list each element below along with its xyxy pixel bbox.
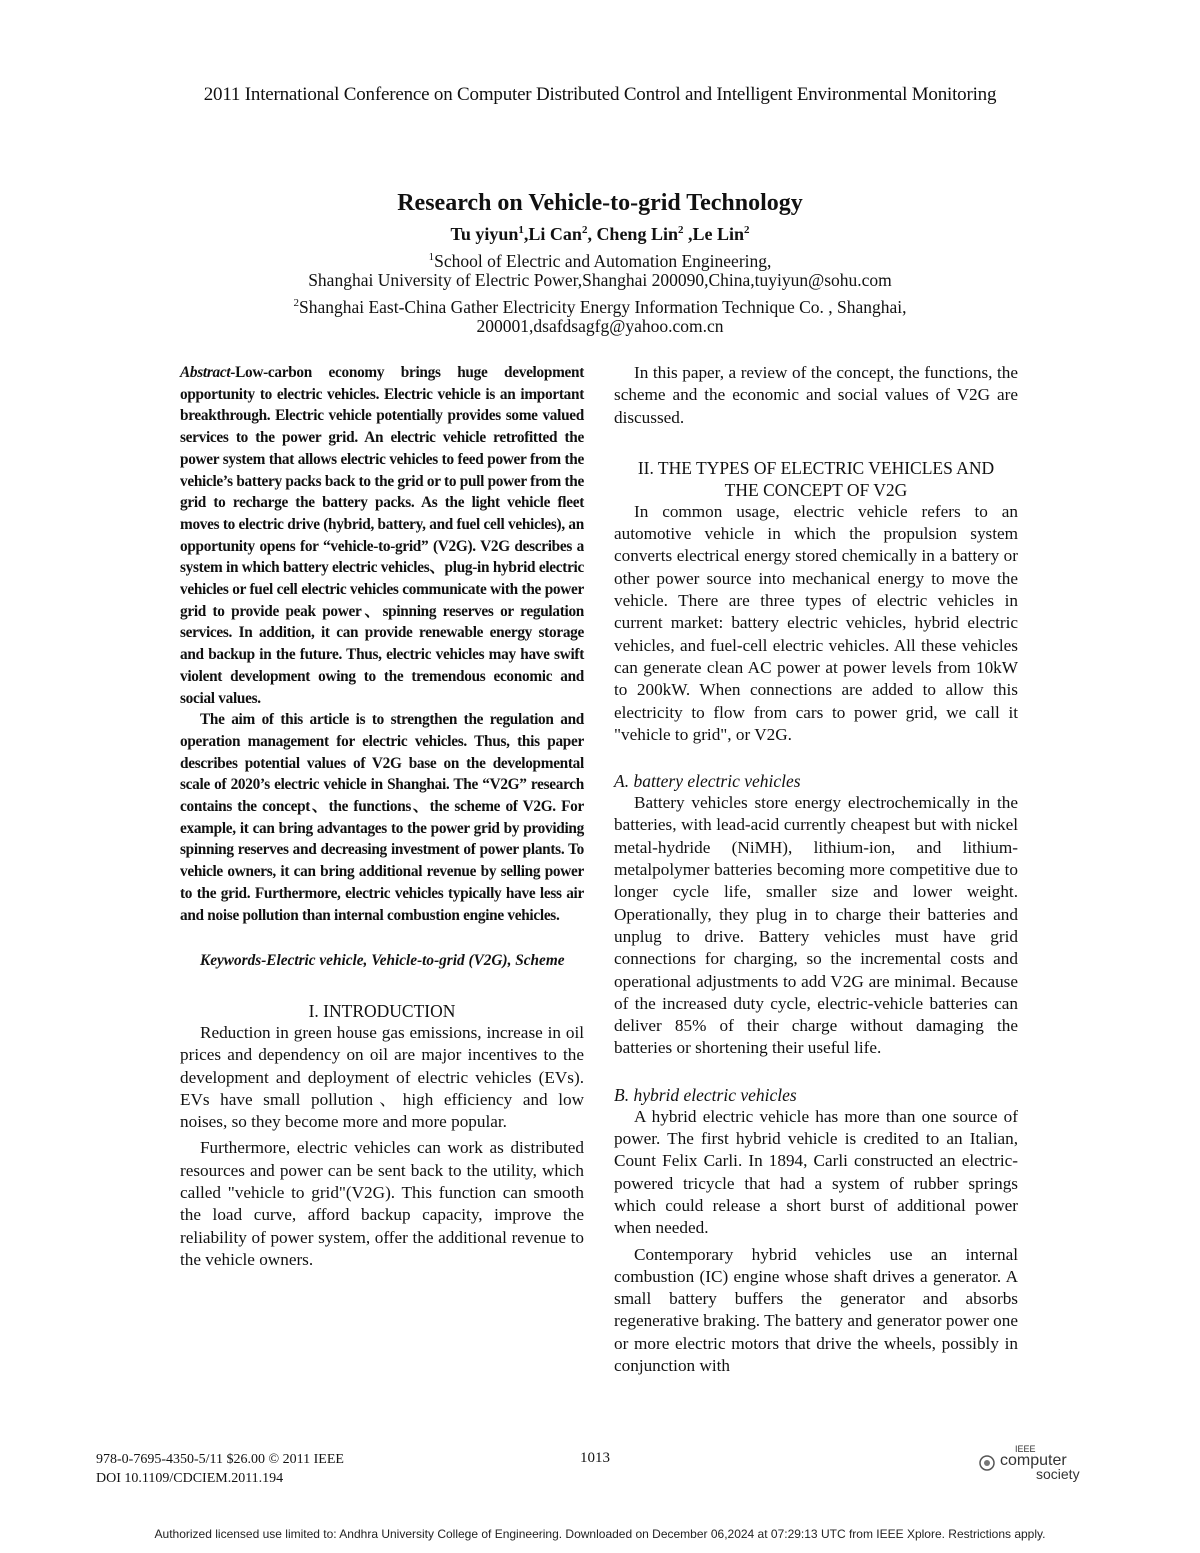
author-sup: 2: [581, 224, 588, 236]
body-paragraph: A hybrid electric vehicle has more than one source of power. The first hybrid vehicle is credited to an Italian, Count Felix Carli. In 1894, Carli constructed an electric-powered tricycle that had a system of rubber springs which could release a short burst of additional power when needed.: [614, 1106, 1018, 1238]
abstract-paragraph: [180, 362, 584, 709]
abstract: [180, 362, 584, 926]
license-notice: Authorized licensed use limited to: Andhra University College of Engineering. Downloaded on December 06,2024 at 07:29:13 UTC from IEEE Xplore. Restrictions apply.: [154, 1527, 1046, 1541]
author-name: Tu yiyun: [450, 224, 519, 244]
body-paragraph: Reduction in green house gas emissions, increase in oil prices and dependency on oil are major incentives to the development and deployment of electric vehicles (EVs). EVs have small pollution、high efficiency and low noises, so they become more and more popular.: [180, 1022, 584, 1132]
conference-header: 2011 International Conference on Computer Distributed Control and Intelligent Environmental Monitoring: [203, 84, 997, 105]
affiliation-sup: 2: [293, 297, 299, 309]
footer-identifiers: [96, 1450, 344, 1488]
computer-society-logo-icon: [978, 1454, 996, 1472]
body-paragraph: In common usage, electric vehicle refers to an automotive vehicle in which the propulsion system converts electrical energy stored chemically in a battery or other power source into mechanical energy to move the vehicle. There are three types of electric vehicles in current market: battery electric vehicles, hybrid electric vehicles, and fuel-cell electric vehicles. All these vehicles can generate clean AC power at power levels from 10kW to 200kW. When connections are added to allow this electricity to flow from cars to power grid, we call it "vehicle to grid", or V2G.: [614, 501, 1018, 744]
right-column: [614, 362, 1018, 1377]
author-name: , Cheng Lin: [587, 224, 678, 244]
abstract-text: -Low-carbon economy brings huge development opportunity to electric vehicles. Electric vehicle is an important breakthrough. Electric vehicle potentially provides some valued services to the power grid. An electric vehicle retrofitted the power system that allows electric vehicles to feed power from the vehicle’s battery packs back to the grid or to pull power from the grid to recharge the battery packs. As the light vehicle fleet moves to electric drive (hybrid, battery, and fuel cell vehicles), an opportunity opens for “vehicle-to-grid” (V2G). V2G describes a system in which battery electric vehicles、plug-in hybrid electric vehicles or fuel cell electric vehicles communicate with the power grid to provide peak power、spinning reserves or regulation services. In addition, it can provide renewable energy storage and backup in the future. Thus, electric vehicles may have swift violent development owing to the tremendous economic and social values.: [180, 364, 584, 707]
author-name: ,Li Can: [523, 224, 582, 244]
left-column: [180, 362, 584, 1271]
page-number: 1013: [580, 1450, 610, 1466]
affiliation-text: School of Electric and Automation Engineering,: [434, 250, 772, 271]
affiliation-line: 200001,dsafdsagfg@yahoo.com.cn: [476, 316, 724, 336]
author-list: [0, 224, 1200, 245]
footer-isbn: 978-0-7695-4350-5/11 $26.00 © 2011 IEEE: [96, 1452, 344, 1467]
body-paragraph: Furthermore, electric vehicles can work as distributed resources and power can be sent back to the utility, which called "vehicle to grid"(V2G). This function can smooth the load curve, afford backup capacity, improve the reliability of power system, offer the additional revenue to the vehicle owners.: [180, 1138, 584, 1269]
body-paragraph: Contemporary hybrid vehicles use an internal combustion (IC) engine whose shaft drives a generator. A small battery buffers the generator and absorbs regenerative braking. The battery and generator power one or more electric motors that drive the wheels, possibly in conjunction with: [614, 1244, 1018, 1375]
abstract-paragraph: The aim of this article is to strengthen the regulation and operation management for electric vehicles. Thus, this paper describes potential values of V2G base on the developmental scale of 2020’s electric vehicle in Shanghai. The “V2G” research contains the concept、the functions、the scheme of V2G. For example, it can bring advantages to the power grid by providing spinning reserves and decreasing investment of power plants. To vehicle owners, it can bring additional revenue by selling power to the grid. Furthermore, electric vehicles typically have less air and noise pollution than internal combustion engine vehicles.: [180, 711, 584, 924]
author-name: ,Le Lin: [683, 224, 744, 244]
section-heading-types-line2: THE CONCEPT OF V2G: [724, 479, 908, 500]
affiliation-text: Shanghai East-China Gather Electricity Energy Information Technique Co. , Shanghai,: [298, 296, 907, 317]
paper-title: Research on Vehicle-to-grid Technology: [397, 190, 803, 216]
author-sup: 1: [518, 224, 524, 236]
author-sup: 2: [677, 224, 684, 236]
body-paragraph: In this paper, a review of the concept, the functions, the scheme and the economic and social values of V2G are discussed.: [614, 363, 1018, 427]
abstract-label: Abstract: [180, 364, 231, 381]
subsection-heading-battery: A. battery electric vehicles: [614, 771, 801, 792]
subsection-heading-hybrid: B. hybrid electric vehicles: [614, 1084, 797, 1105]
affiliation-sup: 1: [428, 251, 435, 263]
computer-society-logo: [978, 1444, 1088, 1484]
footer-doi: DOI 10.1109/CDCIEM.2011.194: [96, 1471, 284, 1486]
keywords: Keywords-Electric vehicle, Vehicle-to-grid (V2G), Scheme: [200, 952, 565, 970]
body-paragraph: Battery vehicles store energy electrochemically in the batteries, with lead-acid currently cheapest but with nickel metal-hydride (NiMH), lithium-ion, and lithium-metalpolymer batteries becoming more competitive due to longer cycle life, smaller size and lower weight. Operationally, they plug in to charge their batteries and unplug to drive. Battery vehicles must have grid connections for charging, so the incremental costs and operational adjustments to add V2G are minimal. Because of the increased duty cycle, electric-vehicle batteries can deliver 85% of their charge without damaging the batteries or shortening their useful life.: [614, 793, 1018, 1058]
logo-computer-text: computer: [1000, 1452, 1067, 1469]
section-heading-introduction: I. INTRODUCTION: [308, 1000, 456, 1021]
author-sup: 2: [743, 224, 750, 236]
logo-society-text: society: [1036, 1466, 1080, 1482]
affiliation-line: Shanghai University of Electric Power,Shanghai 200090,China,tuyiyun@sohu.com: [308, 270, 892, 290]
section-heading-types: II. THE TYPES OF ELECTRIC VEHICLES AND: [637, 457, 995, 478]
logo-ieee-text: IEEE: [1015, 1444, 1036, 1454]
